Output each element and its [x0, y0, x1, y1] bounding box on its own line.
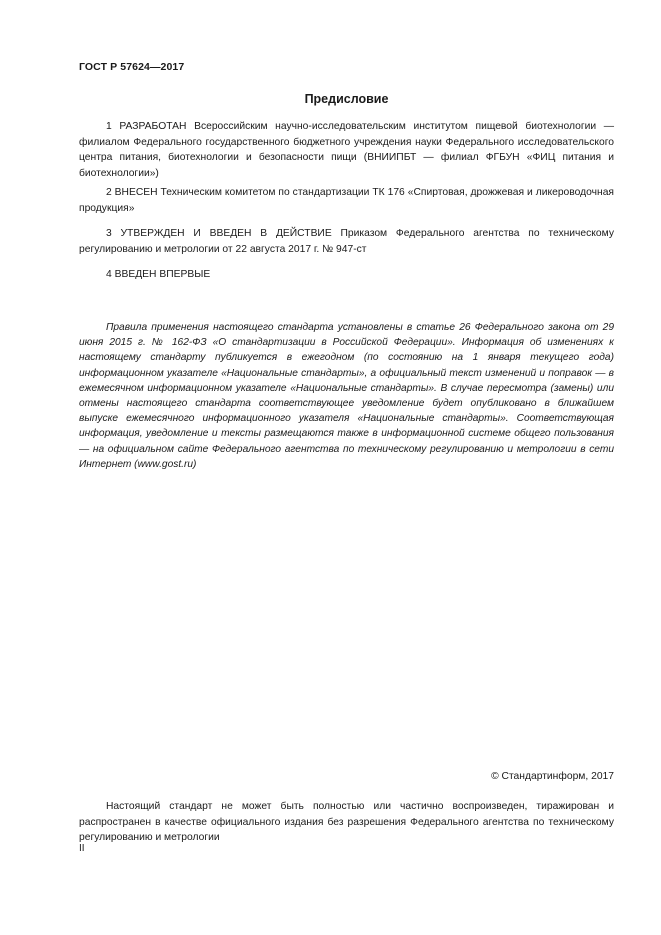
preface-item-approved: 3 УТВЕРЖДЕН И ВВЕДЕН В ДЕЙСТВИЕ Приказом Федерального агентства по техническому регулированию и метрологии от 22 августа 2017 г. № 947-ст	[79, 228, 614, 255]
preface-title: Предисловие	[304, 92, 389, 106]
preface-item-introduced: 2 ВНЕСЕН Техническим комитетом по стандартизации ТК 176 «Спиртовая, дрожжевая и ликероводочная продукция»	[79, 187, 614, 214]
reproduction-notice: Настоящий стандарт не может быть полностью или частично воспроизведен, тиражирован и распространен в качестве официального издания без разрешения Федерального агентства по техническому регулированию и метрологии	[79, 801, 614, 843]
application-rules-notice: Правила применения настоящего стандарта установлены в статье 26 Федерального закона от 29 июня 2015 г. № 162-ФЗ «О стандартизации в Российской Федерации». Информация об изменениях к настоящему стандарту публикуется в ежегодном (по состоянию на 1 января текущего года) информационном указателе «Национальные стандарты», а официальный текст изменений и поправок — в ежемесячном информационном указателе «Национальные стандарты». В случае пересмотра (замены) или отмены настоящего стандарта соответствующее уведомление будет опубликовано в ближайшем выпуске ежемесячного информационного указателя «Национальные стандарты». Соответствующая информация, уведомление и тексты размещаются также в информационной системе общего пользования — на официальном сайте Федерального агентства по техническому регулированию и метрологии в сети Интернет (www.gost.ru)	[79, 322, 614, 470]
preface-item-developed: 1 РАЗРАБОТАН Всероссийским научно-исследовательским институтом пищевой биотехнологии — филиалом Федерального государственного бюджетного учреждения науки Федерального исследовательского центра питания, биотехнологии и безопасности пищи (ВНИИПБТ — филиал ФГБУН «ФИЦ питания и биотехнологии»)	[79, 121, 614, 179]
copyright-line: © Стандартинформ, 2017	[491, 771, 614, 782]
standard-code: ГОСТ Р 57624—2017	[79, 61, 185, 73]
page-number: II	[79, 843, 85, 854]
preface-item-first-edition: 4 ВВЕДЕН ВПЕРВЫЕ	[106, 269, 211, 280]
